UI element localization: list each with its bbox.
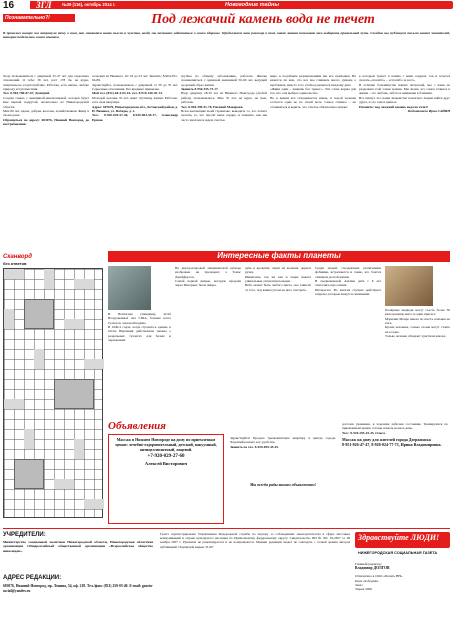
pentagon-photo [108,266,151,310]
circulation: Тираж 5000 [355,587,372,592]
fact: Кроме человека, только слоны могут стоять на голове. [385,325,450,334]
scanword-picture [14,459,44,489]
paragraph: сельских из Нижнего. От 18 до 23 лет. Звонить: 8-904-051-64-89. [92,74,178,83]
paragraph: к которым трепет в наших с вами сердцах, так и хочется сказать «спасибо» – «Спасибо за все!». [359,74,450,83]
paragraph: Создам семью с женщиной-пенсионеркой, которая будет мне верной подругой, желательно из Нижегородской области. [3,95,89,109]
printer: Отпечатано в ООО «Печать НН» [355,574,403,579]
founders-text: Министерство социальной политики Нижегородской области, Нижегородская областная организация Общероссийской общественной организации «Всероссийское общество инвалидов». [3,540,153,553]
article-column-2 [92,74,178,250]
clue-cell [74,439,84,459]
ad-heading: Массаж на дому для жителей города Дзержинска [342,437,431,443]
paragraph: Тел.: 8-920-020-57-46, 8-920-004-56-17, Александр Ершов. [92,113,178,122]
article-headline: Под лежачий камень вода не течет [151,12,375,27]
editor-label: Главный редактор: [355,562,383,566]
page-number: 16 [3,0,15,11]
paragraph: Тел. 8-904-390-91-78, Евгений Макарова. [181,104,244,109]
paragraph: Адрес: 607670, Нижегородская обл., Кстовский район, д. Н. Вязовка, ул. Победы, д. 2. [92,104,178,113]
paragraph: «Живи один – живешь без тревог». Эти слова верны для тех, кто сам выбрал одиночество. [270,87,356,96]
imprint [355,562,450,592]
ad-contact: Алексей Висторович [144,460,188,466]
scanword-subtitle: без ответов [3,261,27,266]
ad-text: Здравствуйте! Продаю трехкомнатную квартиру в центре города. Хороший ремонт, все удобства. [230,436,336,445]
clue-cell [34,349,44,369]
newspaper-logo: ЗГЛ [36,0,52,10]
massage-ad [108,434,224,524]
paragraph: Обращаться по адресу: 603076, Нижний Новгород, до востребования. [3,117,89,126]
fact: Мэрилин Монро имела по шесть пальцев на ноге. [385,316,450,326]
ad-text: Массаж в Нижнем Новгороде на дому по приемлемым ценам: лечебно-оздоровительный, детский, вакуумный, антицеллюлитный, лицевой. [115,437,217,453]
clue-cell [64,319,84,329]
fact: В средневековой Англии дети с 6 лет считались взрослыми. [315,279,381,288]
fact: Полярные медведи могут съесть более 30 килограммов мяса за один присест. [385,308,450,317]
paragraph: Мой тел. (831)-60-4-03-16, тел. 8-910-140-45-14. [92,91,163,96]
legal-info: Газета зарегистрирована Управлением Федеральной службы по надзору за соблюдением законодательства в сфере массовых коммуникаций и охране культурного наследия по Приволжскому федеральному округу. Свидетельство ПИ № ФС 18-2657 от 28 ноября 2007 г. Рукописи не рецензируются и не возвращаются. Мнение редакции может не совпадать с точкой зрения авторов публикаций. Подписной индекс 31167 [160,532,350,549]
scanword-picture [54,379,94,409]
rubric-label: Познавательно?! [3,14,75,22]
paragraph: виде, к подобным размышлениям мы все приходим. Не кажется ли вам, что все мы слишком много думаем о проблемах, вместо того чтобы радоваться каждому дню. [270,74,356,87]
clue-cell [4,269,24,279]
article-column-3 [181,74,267,250]
article-column-4 [270,74,356,250]
ads-title: Объявления [108,420,166,432]
ad-phone: Звонить по тел. 8-920-099-45-45. [230,444,279,449]
ad-phone: 8-951-926-47-47, 8-920-024-77-73, Ирина Владимировна. [342,442,442,448]
fact: На двухдолларовой американской купюре изображен не президент, а Томас Джефферсон. [175,266,241,279]
article-column-1 [3,74,89,250]
clue-cell [4,399,24,409]
clue-cell [44,269,54,289]
address-title: АДРЕС РЕДАКЦИИ: [3,575,62,581]
clue-cell [84,359,104,369]
ads-note [228,480,338,524]
order: Заказ [355,582,363,587]
fact: дить в кроватях, сидят на коленях, держат ручку. [245,266,311,275]
article-lead: В прошлом номере мы затронули тему о том, как меняются наши мысли и чувства, когда мы начинаем заботиться о своем здоровье. Продолжаем наш разговор о том, какие знания помогают нам выбирать правильный путь. Сегодня мы публикуем письма наших читателей, которые поделились своим опытом. [3,31,450,40]
massage-dzerzhinsk-ad [340,420,450,524]
ad-phone: Тел.: 8-920-295-45-45. Ольга. [342,430,386,435]
facts-title: Интересные факты планеты [108,251,450,262]
fact: Интересно: Во многих странах действуют запреты, которые кажутся смешными. [315,287,381,297]
paragraph: группы по общему заболеванию, работаю. Желаю познакомиться с одинокой женщиной 50-60 лет, ведущей здоровый образ жизни. [181,74,267,87]
article-signature: Подготовила Ирма САЙИН [407,108,450,113]
paragraph: Звонить 8-950-355-73-17. [181,87,219,92]
fact: В Пентагоне (Америка), штаб Вооруженных сил США, больше всего туалетов, чем необходимо. [108,312,171,325]
facts-column-2 [175,266,241,414]
fact: Только человек обладает чувством юмора. [385,334,447,339]
paragraph: В отличие большинства наших читателей, мы с вами не разделяем этой точки зрения. Мы знаем, что самое главное в жизни – это любовь, забота и внимание к близким. [359,82,450,96]
brand-subtitle: НИЖЕГОРОДСКАЯ СОЦИАЛЬНАЯ ГАЗЕТА [358,551,438,555]
address-text: 603076, Нижний Новгород, пр. Ленина, 54, оф. 218. Тел./факс (831) 250-03-40. E-mail: gazeta-social@yandex.ru [3,584,153,593]
paragraph: Все пишут, что наши знакомства помогают людям найти друг друга, и это самое ценное. [359,95,450,105]
paragraph: Тел. 8-904-780-07-67, Дмитрий. [3,91,51,96]
fact: В 1940-х годах, когда строилось здание, в штате Виргиния действовали законы о раздельных туалетах для белых и чернокожих. [108,325,171,343]
ad-phone: +7-920-029-27-60 [147,454,185,460]
fact: Среди людей, страдающих различными фобиями, встречаются и такие, кто боится слишком долгой жизни. [315,266,381,279]
founders-title: УЧРЕДИТЕЛИ: [3,532,46,538]
clue-cell [74,279,94,289]
clue-cell [24,429,34,449]
ad-text: достоин уважения, в хорошем рабочем состоянии. Тренируемся по приемлемым ценам, готовы помочь на весь день. [342,422,448,431]
paragraph: Помните: под лежачий камень вода не течет! [359,104,429,109]
price: Цена свободная. [355,578,379,583]
facts-column-3 [245,266,311,414]
fact: Самой первой вещью, которую продали через Интернет, была пицца. [175,279,241,288]
paragraph: Всем желающим моей страничке, выводите то, что хотите сказать, то, что просят ваше сердце, и помните, как мы часто мечтаем и ждем счастья. [181,108,267,122]
paragraph: Надо девушку 28-35 лет из Нижнего Новгорода (любой район), познакомлюсь. Мне 35 лет, не курю, не пью, работаю. [181,91,267,105]
fact: Небо может быть любого цвета, оно зависит от того, под каким углом на него смотреть. [245,283,311,292]
section-title: Новогодние тайны [225,1,280,8]
clue-cell [54,479,74,489]
article-column-5 [359,74,450,250]
paragraph: Хочу познакомиться с девушкой 25-37 лет для серьезных отношений. О себе: 36 лет, рост 178 см, не курю, спиртным не злоупотребляю. Работаю, есть жилье, люблю природу и путешествия. [3,74,89,92]
fact: Шимпанзе, так же как и люди, имеют уникальные отпечатки пальцев. [245,274,311,284]
clue-cell [4,309,14,329]
page-header [0,0,453,12]
clue-cell [84,499,104,509]
brand-logo: Здравствуйте ЛЮДИ! [358,533,440,542]
footer-divider [3,528,450,529]
editor-name: Владимир ДОЛГОВ [355,566,390,571]
facts-column-4 [315,266,381,414]
scanword-grid [3,268,103,518]
issue-info: №39 (116), октябрь 2014 г. [62,2,116,7]
facts-photo [385,266,433,306]
scanword-title: Сканворд [3,254,32,260]
paragraph: Но в жизни все складывается иначе, и порой человек остается один не по своей воле. Самое главное – не отчаиваться и верить, что счастье обязательно придет. [270,95,356,109]
paragraph: Здравствуйте, познакомлюсь с девушкой от 30 до 35 лет. Серьезные отношения. Без вредных привычек. [92,82,178,92]
paragraph: Мне 60 лет, вдова, добрая, веселая, хозяйственная. Живу в своем доме. [3,108,89,118]
ad-text: Мы всегда рады вашим объявлениям! [249,482,317,487]
scanword-picture [24,299,54,329]
paragraph: Молодой человек 35 лет, ищет спутницу жизни. Работаю, есть своя квартира. [92,95,178,105]
